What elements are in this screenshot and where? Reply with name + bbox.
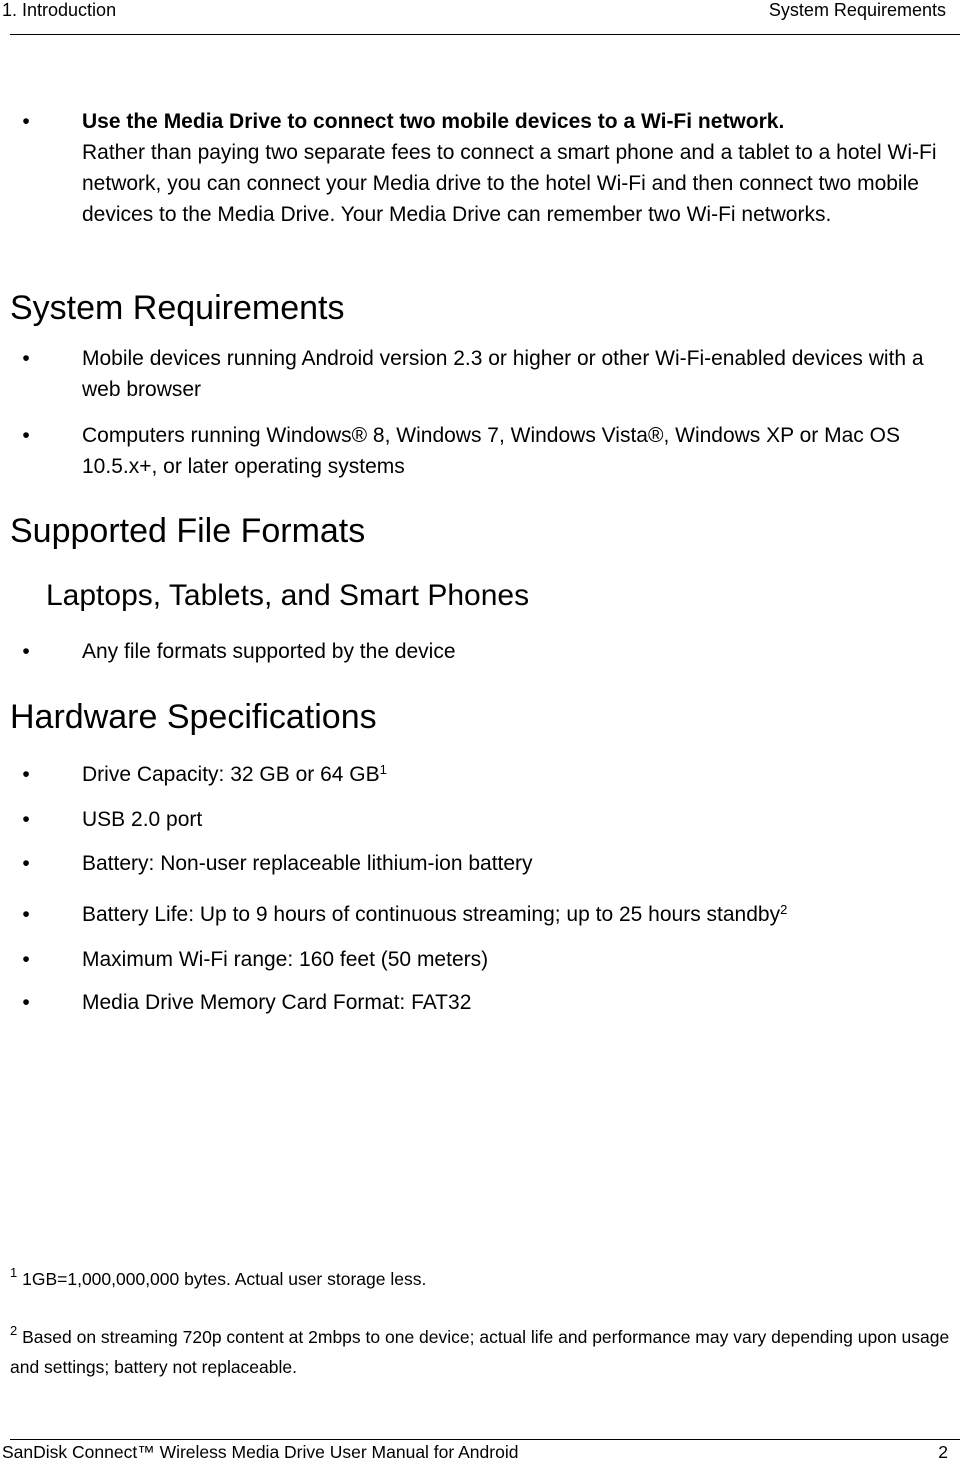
footnote-ref: 2	[780, 902, 788, 917]
footnote-mark: 1	[10, 1265, 18, 1280]
spec-text: Battery Life: Up to 9 hours of continuous streaming; up to 25 hours standby	[82, 903, 781, 926]
footer-divider	[10, 1439, 960, 1440]
bullet-icon: •	[22, 991, 30, 1014]
footnote-ref: 1	[379, 762, 387, 777]
footnote-mark: 2	[10, 1323, 18, 1338]
intro-body: Rather than paying two separate fees to connect a smart phone and a tablet to a hotel Wi-Fi network, you can connect your Media drive to the hotel Wi-Fi and then connect two mobile devices to the Media Drive. Your Media Drive can remember two Wi-Fi networks.	[82, 141, 937, 226]
list-item-text	[82, 899, 957, 930]
header-chapter: 1. Introduction	[2, 0, 117, 20]
list-item-text: USB 2.0 port	[82, 808, 203, 831]
header-divider	[10, 34, 960, 35]
list-item-text	[82, 759, 957, 790]
footnote-text: 1GB=1,000,000,000 bytes. Actual user storage less.	[22, 1269, 427, 1289]
footnote	[10, 1264, 950, 1294]
footer-title: SanDisk Connect™ Wireless Media Drive User Manual for Android	[2, 1442, 519, 1462]
bullet-icon: •	[22, 852, 30, 875]
intro-paragraph	[82, 106, 957, 230]
footnote	[10, 1322, 950, 1382]
bullet-icon: •	[22, 347, 30, 370]
intro-bold-lead: Use the Media Drive to connect two mobile devices to a Wi-Fi network.	[82, 110, 785, 133]
subheading-devices: Laptops, Tablets, and Smart Phones	[46, 579, 530, 612]
heading-system-requirements: System Requirements	[10, 289, 345, 327]
header-section: System Requirements	[768, 0, 946, 20]
page-number: 2	[938, 1442, 948, 1462]
spec-text: Drive Capacity: 32 GB or 64 GB	[82, 763, 380, 786]
footnote-text: Based on streaming 720p content at 2mbps to one device; actual life and performance may vary depending upon usage and settings; battery not replaceable.	[10, 1327, 950, 1377]
bullet-icon: •	[22, 110, 30, 133]
bullet-icon: •	[22, 640, 30, 663]
bullet-icon: •	[22, 903, 30, 926]
list-item-text: Battery: Non-user replaceable lithium-ion battery	[82, 852, 533, 875]
list-item-text: Computers running Windows® 8, Windows 7, Windows Vista®, Windows XP or Mac OS 10.5.x+, or later operating systems	[82, 424, 900, 478]
list-item-text: Mobile devices running Android version 2.3 or higher or other Wi-Fi-enabled devices with a web browser	[82, 347, 924, 401]
list-item-text: Any file formats supported by the device	[82, 640, 456, 663]
bullet-icon: •	[22, 948, 30, 971]
bullet-icon: •	[22, 808, 30, 831]
list-item-text: Maximum Wi-Fi range: 160 feet (50 meters)	[82, 948, 489, 971]
bullet-icon: •	[22, 763, 30, 786]
heading-file-formats: Supported File Formats	[10, 512, 366, 550]
list-item-text: Media Drive Memory Card Format: FAT32	[82, 991, 472, 1014]
bullet-icon: •	[22, 424, 30, 447]
heading-hardware: Hardware Specifications	[10, 698, 377, 736]
